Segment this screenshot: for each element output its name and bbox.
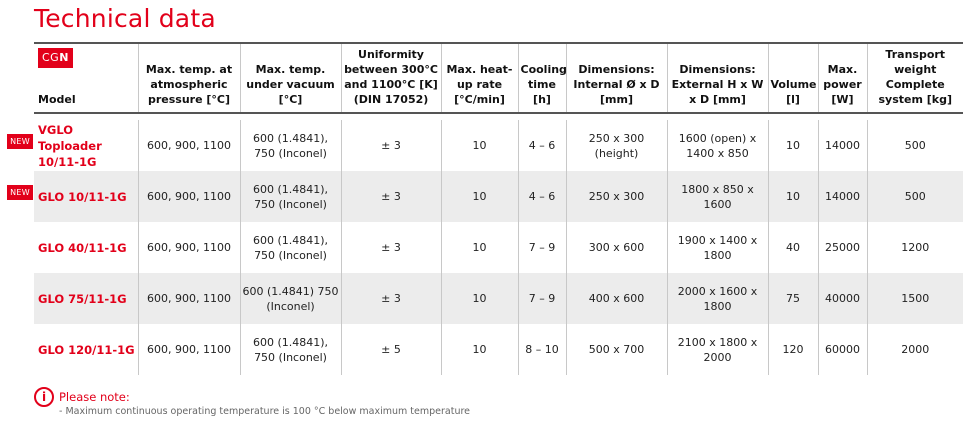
header-temp-atm: Max. temp. at atmospheric pressure [°C] — [138, 43, 240, 113]
table-row — [34, 222, 963, 273]
temp-atm-cell: 600, 900, 1100 — [138, 273, 240, 324]
table-header-row — [34, 43, 963, 113]
volume-cell: 75 — [768, 273, 818, 324]
external-dim-cell: 2000 x 1600 x 1800 — [667, 273, 768, 324]
model-cell: GLO 40/11-1G — [38, 240, 127, 255]
weight-cell: 2000 — [867, 324, 963, 375]
temp-vac-cell: 600 (1.4841) 750 (Inconel) — [240, 273, 341, 324]
external-dim-cell: 1900 x 1400 x 1800 — [667, 222, 768, 273]
volume-cell: 40 — [768, 222, 818, 273]
weight-cell: 500 — [867, 171, 963, 222]
table-row — [34, 120, 963, 171]
info-icon: i — [34, 387, 54, 407]
internal-dim-cell: 400 x 600 — [566, 273, 667, 324]
header-external: Dimensions: External H x W x D [mm] — [667, 43, 768, 113]
power-cell: 40000 — [818, 273, 867, 324]
temp-vac-cell: 600 (1.4841), 750 (Inconel) — [240, 222, 341, 273]
new-badge: NEW — [7, 134, 33, 149]
volume-cell: 10 — [768, 120, 818, 171]
header-heatup: Max. heat-up rate [°C/min] — [441, 43, 518, 113]
uniformity-cell: ± 3 — [341, 222, 441, 273]
header-weight: Transport weight Complete system [kg] — [867, 43, 963, 113]
technical-data-table — [34, 42, 963, 375]
header-model: CGN Model — [34, 43, 138, 113]
uniformity-cell: ± 3 — [341, 171, 441, 222]
uniformity-cell: ± 3 — [341, 273, 441, 324]
cooling-cell: 4 – 6 — [518, 171, 566, 222]
header-cooling: Cooling time [h] — [518, 43, 566, 113]
power-cell: 14000 — [818, 120, 867, 171]
model-cell: GLO 75/11-1G — [34, 273, 138, 324]
external-dim-cell: 2100 x 1800 x 2000 — [667, 324, 768, 375]
temp-atm-cell: 600, 900, 1100 — [138, 324, 240, 375]
internal-dim-cell: 300 x 600 — [566, 222, 667, 273]
header-power: Max. power [W] — [818, 43, 867, 113]
power-cell: 14000 — [818, 171, 867, 222]
uniformity-cell: ± 3 — [341, 120, 441, 171]
internal-dim-cell: 250 x 300 (height) — [566, 120, 667, 171]
weight-cell: 1500 — [867, 273, 963, 324]
model-cell: GLO 120/11-1G — [38, 342, 135, 357]
header-internal: Dimensions: Internal Ø x D [mm] — [566, 43, 667, 113]
heatup-cell: 10 — [441, 273, 518, 324]
heatup-cell: 10 — [441, 222, 518, 273]
temp-atm-cell: 600, 900, 1100 — [138, 171, 240, 222]
uniformity-cell: ± 5 — [341, 324, 441, 375]
header-temp-vac: Max. temp. under vacuum [°C] — [240, 43, 341, 113]
temp-atm-cell: 600, 900, 1100 — [138, 120, 240, 171]
heatup-cell: 10 — [441, 171, 518, 222]
internal-dim-cell: 500 x 700 — [566, 324, 667, 375]
heatup-cell: 10 — [441, 120, 518, 171]
power-cell: 25000 — [818, 222, 867, 273]
note-text: - Maximum continuous operating temperature is 100 °C below maximum temperature — [59, 406, 471, 417]
temp-vac-cell: 600 (1.4841), 750 (Inconel) — [240, 120, 341, 171]
external-dim-cell: 1800 x 850 x 1600 — [667, 171, 768, 222]
model-cell: GLO 10/11-1G — [34, 171, 138, 222]
volume-cell: 120 — [768, 324, 818, 375]
cooling-cell: 7 – 9 — [518, 273, 566, 324]
internal-dim-cell: 250 x 300 — [566, 171, 667, 222]
note-label: Please note: — [59, 390, 130, 404]
table-row — [34, 324, 963, 375]
model-cell: VGLO Toploader 10/11-1G — [38, 122, 102, 169]
external-dim-cell: 1600 (open) x 1400 x 850 — [667, 120, 768, 171]
header-uniformity: Uniformity between 300°C and 1100°C [K] (DIN 17052) — [341, 43, 441, 113]
new-badge: NEW — [7, 185, 33, 200]
temp-vac-cell: 600 (1.4841), 750 (Inconel) — [240, 324, 341, 375]
cooling-cell: 7 – 9 — [518, 222, 566, 273]
volume-cell: 10 — [768, 171, 818, 222]
weight-cell: 500 — [867, 120, 963, 171]
table-row — [34, 273, 963, 324]
power-cell: 60000 — [818, 324, 867, 375]
heatup-cell: 10 — [441, 324, 518, 375]
cgn-logo: CGN — [38, 48, 73, 68]
temp-atm-cell: 600, 900, 1100 — [138, 222, 240, 273]
header-volume: Volume [l] — [768, 43, 818, 113]
temp-vac-cell: 600 (1.4841), 750 (Inconel) — [240, 171, 341, 222]
weight-cell: 1200 — [867, 222, 963, 273]
cooling-cell: 4 – 6 — [518, 120, 566, 171]
page-title: Technical data — [34, 4, 216, 33]
table-row — [34, 171, 963, 222]
cooling-cell: 8 – 10 — [518, 324, 566, 375]
